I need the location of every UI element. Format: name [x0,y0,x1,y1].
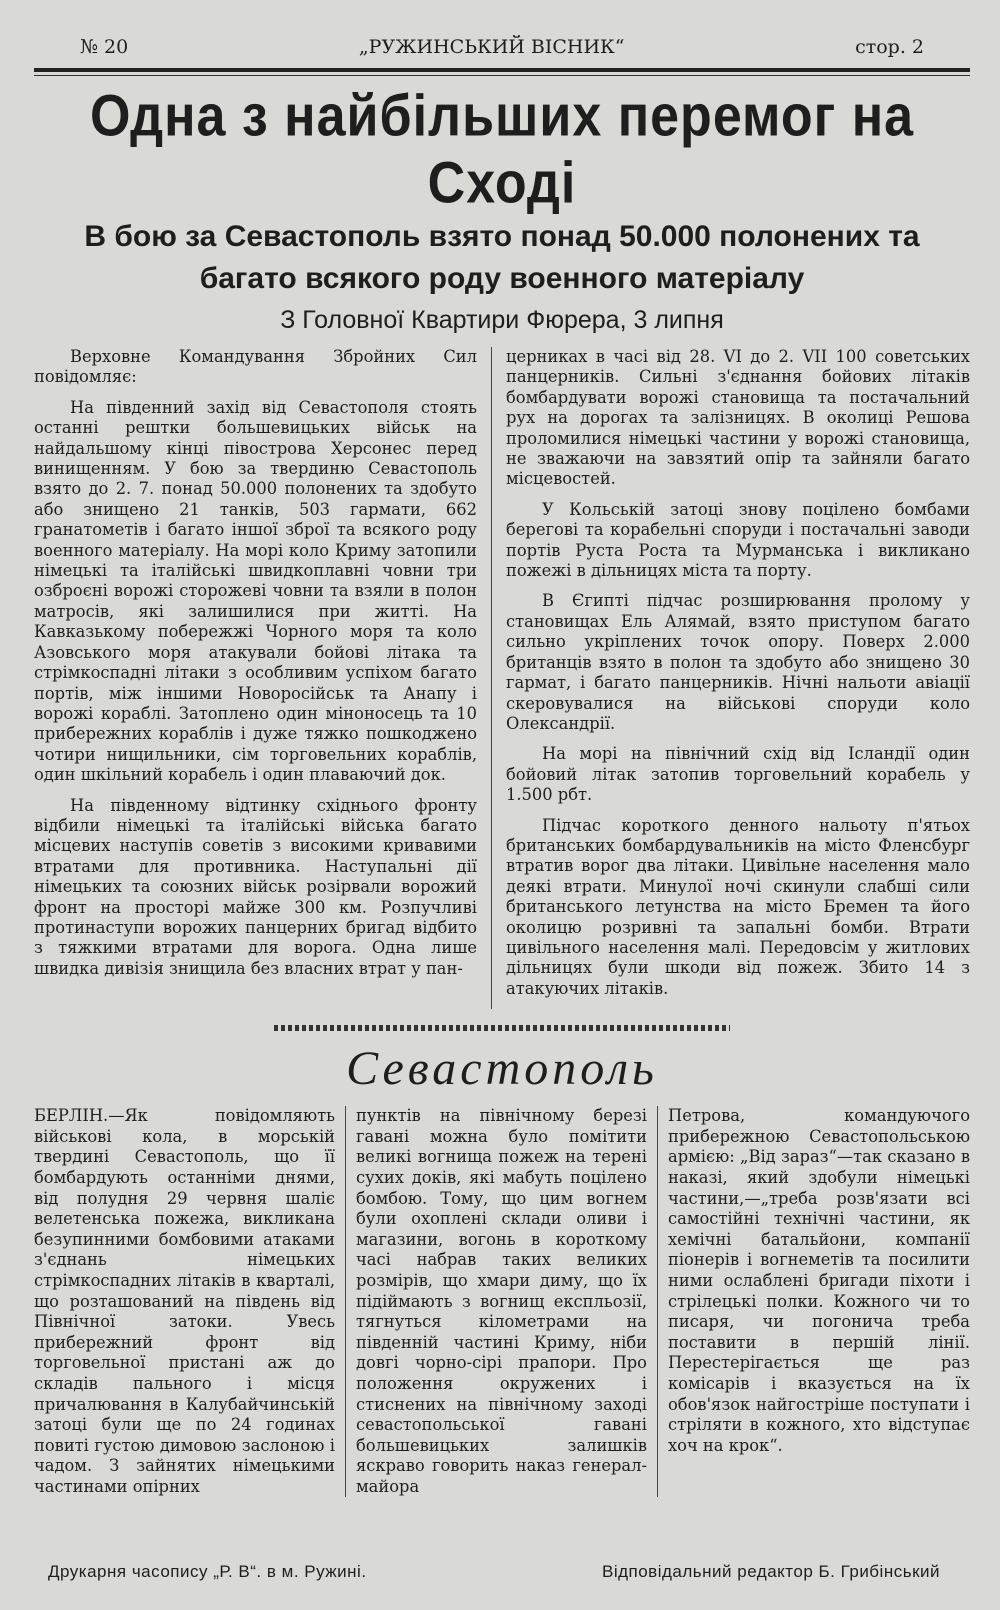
article-column-left [34,347,492,1009]
page-number: стор. 2 [855,36,924,58]
section-column-2 [346,1106,658,1497]
section-body [34,1106,970,1497]
masthead-rule-thick [34,68,970,72]
article-dateline: З Головної Квартири Фюрера, 3 липня [280,306,724,334]
issue-number: № 20 [80,36,129,58]
section-column-3 [658,1106,970,1497]
masthead [34,36,970,58]
paragraph: На південному відтинку східнього фронту відбили німецькі та італійські війська багато місцевих наступів советів з високими кривавими втратами для противника. Наступальні дії німецьких та союзних військ розірвали ворожий фронт на просторі майже 300 км. Розпучливі протинаступи ворожих панцерних бригад відбито з тяжкими втратами для ворога. Одна лише швидка дивізія знищила без власних втрат у пан- [34,795,477,978]
paragraph: У Кольській затоці знову поцілено бомбами берегові та корабельні споруди і постачальні заводи портів Руста Роста та Мурманська і викликано пожежі в дільницях міста та порту. [506,499,970,581]
editor-credit: Відповідальний редактор Б. Грибінський [601,1562,940,1581]
paragraph: На південний захід від Севастополя стоять останні рештки большевицьких військ на найдальшому кінці півострова Херсонес перед винищенням. У бою за твердиню Севастополь взято до 2. 7. понад 50.000 полонених та здобуто або знищено 21 танків, 503 гармати, 662 гранатометів і багато іншої зброї та всякого роду военного матеріалу. На морі коло Криму затопили німецькі та італійські швидкоплавні човни три озброєні ворожі сторожеві човни та взяли в полон матросів, які залишилися при житті. На Кавказькому побережжі Чорного моря та коло Азовського моря атакували бойові літака та стрімкоспадні літаки з особливим успіхом багато портів, між іншими Новоросійськ та Анапу і ворожі кораблі. Затоплено один міноносець та 10 прибережних кораблів і дуже тяжко пошкоджено чотири нищильники, сім торговельних кораблів, один шкільний корабель і один плаваючий док. [34,397,477,785]
article-column-right [492,347,970,1009]
footer [48,1562,940,1582]
paragraph: пунктів на північному березі гавані можна було помітити великі вогнища пожеж на терені сухих доків, які мабуть поцілено бомбою. Тому, що цим вогнем були охоплені склади оливи і магазини, вогонь в короткому часі набрав таких великих розмірів, що хмари диму, що їх підіймають з вогнищ експльозії, тягнуться кілометрами на південній частині Криму, ніби довгі чорно-сірі прапори. Про положення окружених і стиснених на північному заході севастопольської гавані большевицьких залишків яскраво говорить наказ генерал-майора [356,1106,647,1496]
section-column-1 [34,1106,346,1497]
article-body [34,347,970,1009]
paragraph: В Єгипті підчас розширювання пролому у становищах Ель Алямай, взято приступом багато сильно укріплених точок опору. Поверх 2.000 британців взято в полон та здобуто або знищено 30 гармат, і багато панцерників. Нічні нальоти авіації скеровувалися на військові споруди коло Олександрії. [506,591,970,733]
printer-credit: Друкарня часопису „Р. В“. в м. Ружині. [48,1562,367,1581]
article-subhead: В бою за Севастополь взято понад 50.000 полонених та багато всякого роду военного матеріалу [84,220,920,295]
section-divider [274,1025,730,1031]
paragraph: На морі на північний схід від Ісландії один бойовий літак затопив торговельний корабель у 1.500 рбт. [506,744,970,805]
paragraph: церниках в часі від 28. VI до 2. VII 100 советських панцерників. Сильні з'єднання бойових літаків бомбардувати ворожі становища та постачальний рух на дорогах та залізницях. В околиці Решова проломилися німецькі частини у ворожі становища, не зважаючи на завзятий опір та зайняли багато місцевостей. [506,347,970,489]
article-headline: Одна з найбільших перемог на Сході [89,83,915,217]
paragraph: Петрова, командуючого прибережною Севастопольською армією: „Від зараз“—так сказано в наказі, який здобули німецькі частини,—„треба розв'язати всі самостійні технічні частини, як хемічні батальйони, компанії піонерів і вогнеметів та посилити ними ослаблені бригади піхоти і стрілецькі полки. Кожного чи то писаря, чи погонича треба поставити в першій лінії. Перестерігається ще раз комісарів і вказується на їх обов'язок найгостріше поступати і стріляти в кожного, хто відступає хоч на крок“. [668,1106,970,1455]
paragraph: БЕРЛІН.—Як повідомляють військові кола, в морській твердині Севастополь, що її бомбардують останніми днями, від полудня 29 червня шаліє велетенська пожежа, викликана безупинними бомбовими атаками з'єднань німецьких стрімкоспадних літаків в кварталі, що розташований на південь від Північної затоки. Увесь прибережний фронт від торговельної пристані аж до складів пального і місця причалювання в Калубайчинській затоці були ще по 24 годинах повиті густою димовою заслоною і чадом. З зайнятих німецькими частинами опірних [34,1106,335,1496]
masthead-rule-thin [34,75,970,76]
section-title: Севастополь [346,1042,658,1096]
newspaper-name: „РУЖИНСЬКИЙ ВІСНИК“ [358,36,625,58]
paragraph: Підчас короткого денного нальоту п'ятьох британських бомбардувальників на місто Фленсбург втратив ворог два літаки. Цивільне населення мало деякі втрати. Минулої ночі скинули слабші сили британського летунства на місто Бремен та його околицю розривні та запальні бомби. Втрати цивільного населення малі. Передовсім у житлових дільницях були шкоди від пожеж. Збито 14 з атакуючих літаків. [506,815,970,998]
paragraph: Верховне Командування Збройних Сил повідомляє: [34,347,477,387]
